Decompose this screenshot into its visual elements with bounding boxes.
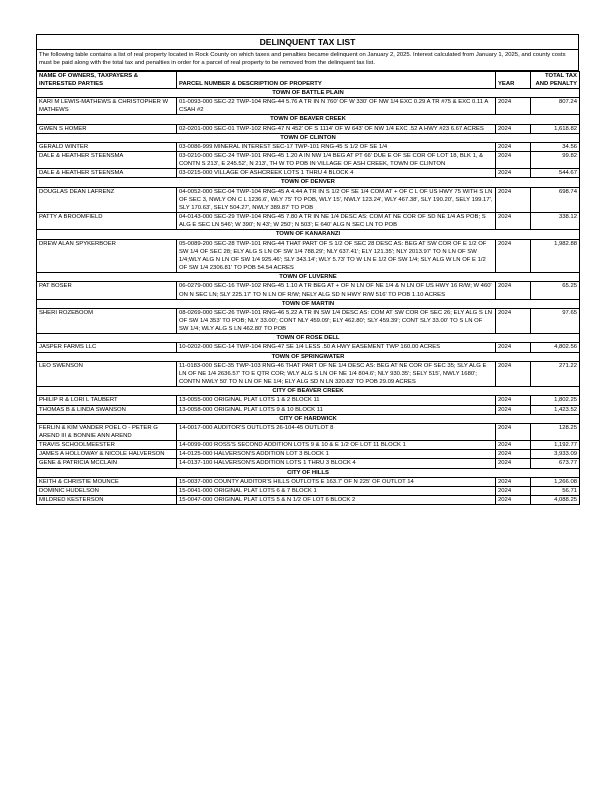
parcel-cell: 13-0058-000 ORIGINAL PLAT LOTS 9 & 10 BLOCK 11 xyxy=(177,405,496,414)
year-cell: 2024 xyxy=(496,152,531,169)
parcel-cell: 14-0099-000 ROSS'S SECOND ADDITION LOTS 9 & 10 & E 1/2 OF LOT 11 BLOCK 1 xyxy=(177,441,496,450)
year-cell: 2024 xyxy=(496,124,531,133)
table-row xyxy=(37,152,580,169)
total-cell: 99.82 xyxy=(531,152,580,169)
section-header-row xyxy=(37,115,580,124)
year-cell: 2024 xyxy=(496,405,531,414)
total-cell: 1,423.52 xyxy=(531,405,580,414)
total-cell: 698.74 xyxy=(531,187,580,212)
owner-cell: PATTY A BROOMFIELD xyxy=(37,213,177,230)
year-cell: 2024 xyxy=(496,486,531,495)
owner-cell: DOUGLAS DEAN LAFRENZ xyxy=(37,187,177,212)
owner-cell: JAMES A HOLLOWAY & NICOLE HALVERSON xyxy=(37,450,177,459)
parcel-cell: 04-0052-000 SEC-04 TWP-104 RNG-45 A 4.44 A TR IN S 1/2 OF SE 1/4 COM AT + OF C L OF US HWY 75 WITH S LN OF SEC 3, NWLY ON C L 1236.6', WLY 75' TO POB, WLY 15', NWLY 123.24', WLY 467.38', SLY 190.20', SELY 199.17', SLY 170.63', SELY 504.27', NWLY 389.87' TO POB xyxy=(177,187,496,212)
parcel-cell: 10-0202-000 SEC-14 TWP-104 RNG-47 SE 1/4 LESS .50 A HWY EASEMENT TWP 160.00 ACRES xyxy=(177,343,496,352)
section-title: TOWN OF ROSE DELL xyxy=(37,334,580,343)
section-title: TOWN OF BATTLE PLAIN xyxy=(37,88,580,97)
section-header-row xyxy=(37,299,580,308)
total-cell: 271.22 xyxy=(531,361,580,386)
section-title: TOWN OF DENVER xyxy=(37,178,580,187)
table-row xyxy=(37,423,580,440)
year-cell: 2024 xyxy=(496,361,531,386)
table-row xyxy=(37,308,580,333)
owner-cell: GERALD WINTER xyxy=(37,142,177,151)
year-cell: 2024 xyxy=(496,98,531,115)
total-cell: 3,933.09 xyxy=(531,450,580,459)
total-cell: 1,982.88 xyxy=(531,239,580,273)
owner-cell: KEITH & CHRISTIE MOUNCE xyxy=(37,477,177,486)
parcel-cell: 04-0143-000 SEC-29 TWP-104 RNG-45 7.80 A TR IN NE 1/4 DESC AS: COM AT NE COR OF SD NE 1/4 AS POB; S ALG E SEC LN 546'; W 390'; N 43'; W 250'; N 503'; E 640' ALG N SEC LN TO POB xyxy=(177,213,496,230)
total-cell: 128.25 xyxy=(531,423,580,440)
section-title: TOWN OF SPRINGWATER xyxy=(37,352,580,361)
table-row xyxy=(37,343,580,352)
section-header-row xyxy=(37,273,580,282)
section-title: TOWN OF MARTIN xyxy=(37,299,580,308)
year-cell: 2024 xyxy=(496,142,531,151)
parcel-cell: 14-0125-000 HALVERSON'S ADDITION LOT 3 BLOCK 1 xyxy=(177,450,496,459)
section-header-row xyxy=(37,414,580,423)
total-cell: 56.71 xyxy=(531,486,580,495)
table-row xyxy=(37,282,580,299)
table-row xyxy=(37,441,580,450)
section-header-row xyxy=(37,468,580,477)
owner-cell: DALE & HEATHER STEENSMA xyxy=(37,152,177,169)
owner-cell: PAT BOSER xyxy=(37,282,177,299)
parcel-cell: 15-0041-000 ORIGINAL PLAT LOTS 6 & 7 BLOCK 1 xyxy=(177,486,496,495)
table-row xyxy=(37,486,580,495)
table-row xyxy=(37,187,580,212)
document-title: DELINQUENT TAX LIST xyxy=(36,34,579,49)
owner-cell: JASPER FARMS LLC xyxy=(37,343,177,352)
section-title: TOWN OF LUVERNE xyxy=(37,273,580,282)
owner-cell: DREW ALAN SPYKERBOER xyxy=(37,239,177,273)
table-row xyxy=(37,450,580,459)
table-row xyxy=(37,361,580,386)
section-title: TOWN OF KANARANZI xyxy=(37,230,580,239)
total-cell: 97.65 xyxy=(531,308,580,333)
section-header-row xyxy=(37,334,580,343)
total-cell: 807.24 xyxy=(531,98,580,115)
section-header-row xyxy=(37,352,580,361)
tax-table xyxy=(36,71,580,506)
table-row xyxy=(37,124,580,133)
table-row xyxy=(37,239,580,273)
parcel-column-header: PARCEL NUMBER & DESCRIPTION OF PROPERTY xyxy=(177,71,496,88)
total-cell: 544.67 xyxy=(531,169,580,178)
year-cell: 2024 xyxy=(496,343,531,352)
parcel-cell: 14-0137-100 HALVERSON'S ADDITION LOTS 1 THRU 3 BLOCK 4 xyxy=(177,459,496,468)
total-cell: 65.25 xyxy=(531,282,580,299)
parcel-cell: 14-0017-000 AUDITOR'S OUTLOTS 26-104-45 OUTLOT 8 xyxy=(177,423,496,440)
owner-cell: KARI M LEWIS-MATHEWS & CHRISTOPHER W MATHEWS xyxy=(37,98,177,115)
year-cell: 2024 xyxy=(496,450,531,459)
section-title: CITY OF HARDWICK xyxy=(37,414,580,423)
table-row xyxy=(37,405,580,414)
total-cell: 4,088.25 xyxy=(531,496,580,505)
total-cell: 1,266.08 xyxy=(531,477,580,486)
parcel-cell: 15-0037-000 COUNTY AUDITOR'S HILLS OUTLOTS E 163.7' OF N 225' OF OUTLOT 14 xyxy=(177,477,496,486)
owner-cell: GENE & PATRICIA MCCLAIN xyxy=(37,459,177,468)
parcel-cell: 06-0279-000 SEC-16 TWP-102 RNG-45 1.10 A TR BEG AT + OF N LN OF NE 1/4 & N LN OF US HWY 16 R/W; W 460' ON N SEC LN; SLY 225.17' TO N LN OF R/W; NELY ALG SD N HWY R/W 516' TO POB 1.10 ACRES xyxy=(177,282,496,299)
total-cell: 1,802.25 xyxy=(531,396,580,405)
total-cell: 34.56 xyxy=(531,142,580,151)
total-column-header: TOTAL TAX AND PENALTY xyxy=(531,71,580,88)
intro-paragraph: The following table contains a list of real property located in Rock County on which taxes and penalties became delinquent on January 2, 2025. Interest calculated from January 1, 2025, and county costs must be paid along with the total tax and penalties in order for a parcel of real property to be removed from the delinquent tax list. xyxy=(36,49,579,71)
parcel-cell: 02-0201-000 SEC-01 TWP-102 RNG-47 N 452' OF S 1114' OF W 643' OF NW 1/4 EXC .52 A HWY #23 6.67 ACRES xyxy=(177,124,496,133)
year-cell: 2024 xyxy=(496,396,531,405)
section-header-row xyxy=(37,178,580,187)
total-cell: 1,192.77 xyxy=(531,441,580,450)
section-header-row xyxy=(37,387,580,396)
owner-cell: MILDRED KESTERSON xyxy=(37,496,177,505)
owner-column-header: NAME OF OWNERS, TAXPAYERS & INTERESTED PARTIES xyxy=(37,71,177,88)
year-cell: 2024 xyxy=(496,459,531,468)
parcel-cell: 03-0086-999 MINERAL INTEREST SEC-17 TWP-101 RNG-45 S 1/2 OF SE 1/4 xyxy=(177,142,496,151)
table-row xyxy=(37,213,580,230)
total-cell: 673.77 xyxy=(531,459,580,468)
table-row xyxy=(37,396,580,405)
owner-cell: FERLIN & KIM VANDER POEL O - PETER G AREND III & BONNIE ANN AREND xyxy=(37,423,177,440)
section-title: CITY OF BEAVER CREEK xyxy=(37,387,580,396)
total-cell: 338.12 xyxy=(531,213,580,230)
owner-cell: DALE & HEATHER STEENSMA xyxy=(37,169,177,178)
section-title: CITY OF HILLS xyxy=(37,468,580,477)
year-cell: 2024 xyxy=(496,282,531,299)
owner-cell: DOMINIC HUDELSON xyxy=(37,486,177,495)
parcel-cell: 15-0047-000 ORIGINAL PLAT LOTS 5 & N 1/2 OF LOT 6 BLOCK 2 xyxy=(177,496,496,505)
owner-cell: PHILIP R & LORI L TAUBERT xyxy=(37,396,177,405)
table-row xyxy=(37,459,580,468)
tax-table-body xyxy=(37,88,580,504)
table-row xyxy=(37,169,580,178)
header-row xyxy=(37,71,580,88)
table-row xyxy=(37,142,580,151)
year-cell: 2024 xyxy=(496,441,531,450)
owner-cell: TRAVIS SCHOOLMEESTER xyxy=(37,441,177,450)
year-cell: 2024 xyxy=(496,239,531,273)
parcel-cell: 05-0089-200 SEC-28 TWP-101 RNG-44 THAT PART OF S 1/2 OF SEC 28 DESC AS: BEG AT SW COR OF E 1/2 OF SW 1/4 OF SEC 28; ELY ALG S LN OF SW 1/4 788.29'; NLY 637.41'; ELY 121.35'; NLY 2013.97' TO N LN OF SW 1/4;WLY ALG N LN OF SW 1/4 925.46'; SLY 343.14'; WLY 5.73' TO W LN E 1/2 OF SW 1/4; SLY ALG W LN OF E 1/2 OF SW 1/4 2306.81' TO POB 54.54 ACRES xyxy=(177,239,496,273)
year-cell: 2024 xyxy=(496,477,531,486)
section-header-row xyxy=(37,133,580,142)
year-cell: 2024 xyxy=(496,169,531,178)
section-header-row xyxy=(37,88,580,97)
parcel-cell: 11-0183-000 SEC-35 TWP-103 RNG-46 THAT PART OF NE 1/4 DESC AS: BEG AT NE COR OF SEC 35; SLY ALG E LN OF NE 1/4 2636.57' TO E QTR COR; WLY ALG S LN OF NE 1/4 804.6'; NLY 930.35'; SELY 515', NWLY 1680'; CONTN NWLY 50' TO N LN OF NE 1/4; ELY ALG SD N LN 320.83' TO POB 29.09 ACRES xyxy=(177,361,496,386)
year-column-header: YEAR xyxy=(496,71,531,88)
delinquent-tax-sheet xyxy=(36,34,579,505)
owner-cell: THOMAS B & LINDA SWANSON xyxy=(37,405,177,414)
year-cell: 2024 xyxy=(496,213,531,230)
parcel-cell: 01-0093-000 SEC-22 TWP-104 RNG-44 5.76 A TR IN N 760' OF W 330' OF NW 1/4 EXC 0.29 A TR #75 & EXC 0.11 A CSAH #2 xyxy=(177,98,496,115)
owner-cell: SHERI ROZEBOOM xyxy=(37,308,177,333)
owner-cell: GWEN S HOMER xyxy=(37,124,177,133)
total-cell: 4,802.56 xyxy=(531,343,580,352)
owner-cell: LEO SWENSON xyxy=(37,361,177,386)
parcel-cell: 03-0210-000 SEC-24 TWP-101 RNG-45 1.20 A IN NW 1/4 BEG AT PT 66' DUE E OF SE COR OF LOT 18, BLK 1, & CONTN S 213', E 245.52', N 213', TH W TO POB IN VILLAGE OF ASH CREEK, TOWN OF CLINTON xyxy=(177,152,496,169)
section-title: TOWN OF CLINTON xyxy=(37,133,580,142)
section-title: TOWN OF BEAVER CREEK xyxy=(37,115,580,124)
table-row xyxy=(37,477,580,486)
year-cell: 2024 xyxy=(496,187,531,212)
parcel-cell: 13-0055-000 ORIGINAL PLAT LOTS 1 & 2 BLOCK 11 xyxy=(177,396,496,405)
table-row xyxy=(37,496,580,505)
section-header-row xyxy=(37,230,580,239)
total-cell: 1,618.82 xyxy=(531,124,580,133)
year-cell: 2024 xyxy=(496,423,531,440)
table-row xyxy=(37,98,580,115)
year-cell: 2024 xyxy=(496,308,531,333)
parcel-cell: 08-0269-000 SEC-26 TWP-101 RNG-46 5.22 A TR IN SW 1/4 DESC AS: COM AT SW COR OF SEC 26; ELY ALG S LN OF SW 1/4 353' TO POB; NLY 33.00'; CONT NLY 459.09'; ELY 462.80'; SLY 459.39'; CONT SLY 33.00' TO S LN OF SW 1/4; WLY ALG S LN 462.80' TO POB xyxy=(177,308,496,333)
parcel-cell: 03-0215-000 VILLAGE OF ASHCREEK LOTS 1 THRU 4 BLOCK 4 xyxy=(177,169,496,178)
year-cell: 2024 xyxy=(496,496,531,505)
